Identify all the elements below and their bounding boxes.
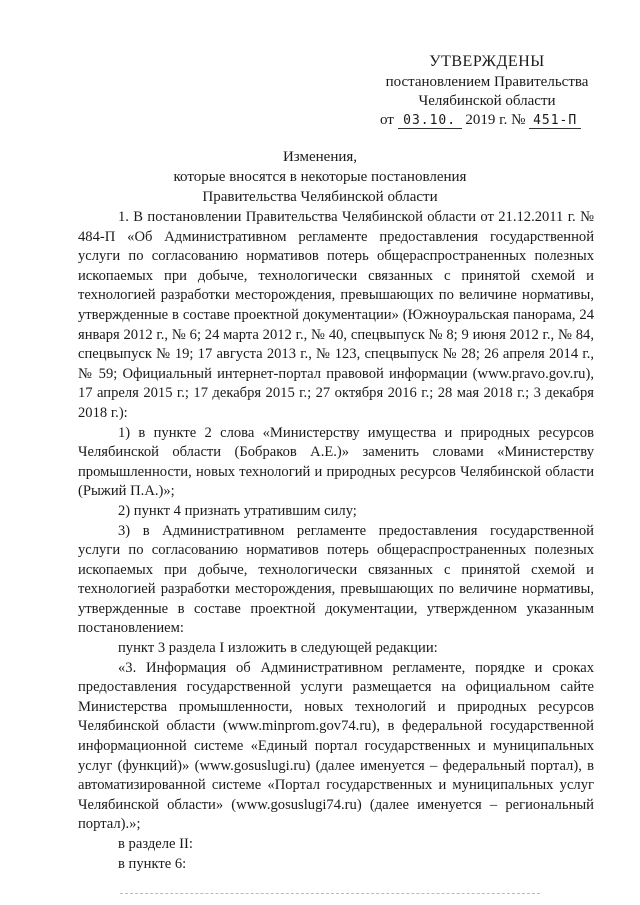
from-prefix: от bbox=[380, 112, 394, 128]
paragraph-clause-3-intro: пункт 3 раздела I изложить в следующей редакции: bbox=[118, 640, 438, 657]
paragraph-item-1: 1. В постановлении Правительства Челябинской области от 21.12.2011 г. № 484-П «Об Административном регламенте предоставления государственной услуги по согласованию нормативов потерь общераспространенных полезных ископаемых при добыче, технологически связанных с принятой схемой и технологией разработки месторождения, превышающих по величине нормативы, утвержденные в составе проектной документации» (Южноуральская панорама, 24 января 2012 г., № 6; 24 марта 2012 г., № 40, спецвыпуск № 8; 9 июня 2012 г., № 84, спецвыпуск № 19; 17 августа 2013 г., № 123, спецвыпуск № 28; 26 апреля 2014 г., № 59; Официальный интернет-портал правовой информации (www.pravo.gov.ru), 17 апреля 2015 г.; 17 декабря 2015 г.; 27 октября 2016 г.; 28 мая 2018 г.; 3 декабря 2018 г.): bbox=[78, 209, 594, 421]
document-body bbox=[78, 208, 594, 874]
approval-line-2: Челябинской области bbox=[418, 93, 556, 109]
title-line-3: Правительства Челябинской области bbox=[202, 189, 438, 205]
approval-block bbox=[372, 52, 602, 130]
paragraph-subitem-2: 2) пункт 4 признать утратившим силу; bbox=[118, 502, 357, 519]
paragraph-subitem-1: 1) в пункте 2 слова «Министерству имущества и природных ресурсов Челябинской области (Бобраков А.Е.)» заменить словами «Министерству промышленности, новых технологий и природных ресурсов Челябинской области (Рыжий П.А.)»; bbox=[78, 424, 594, 500]
paragraph-subitem-3: 3) в Административном регламенте предоставления государственной услуги по согласованию нормативов потерь общераспространенных полезных ископаемых при добыче, технологически связанных с принятой схемой и технологией разработки месторождения, превышающих по величине нормативы, утвержденные в составе проектной документации, утвержденном указанным постановлением: bbox=[78, 522, 594, 637]
title-line-2: которые вносятся в некоторые постановления bbox=[173, 169, 467, 185]
approval-date-line bbox=[372, 111, 602, 130]
page-bottom-divider bbox=[120, 893, 540, 894]
paragraph-clause-6: в пункте 6: bbox=[118, 855, 187, 872]
year-text: 2019 г. № bbox=[465, 112, 526, 128]
handwritten-date: 03.10. bbox=[398, 114, 462, 129]
title-line-1: Изменения, bbox=[282, 149, 358, 165]
paragraph-clause-3-text: «3. Информация об Административном регламенте, порядке и сроках предоставления государственной услуги размещается на официальном сайте Министерства промышленности, новых технологий и природных ресурсов Челябинской области (www.minprom.gov74.ru), в федеральной государственной информационной системе «Единый портал государственных и муниципальных услуг (функций)» (www.gosuslugi.ru) (далее именуется – федеральный портал), в автоматизированной системе «Портал государственных и муниципальных услуг Челябинской области» (www.gosuslugi74.ru) (далее именуется – региональный портал).»; bbox=[78, 659, 594, 833]
approval-title: УТВЕРЖДЕНЫ bbox=[429, 53, 545, 70]
handwritten-number: 451-П bbox=[529, 114, 581, 129]
approval-line-1: постановлением Правительства bbox=[385, 74, 589, 90]
document-title bbox=[80, 147, 560, 207]
paragraph-section-2: в разделе II: bbox=[118, 836, 193, 852]
